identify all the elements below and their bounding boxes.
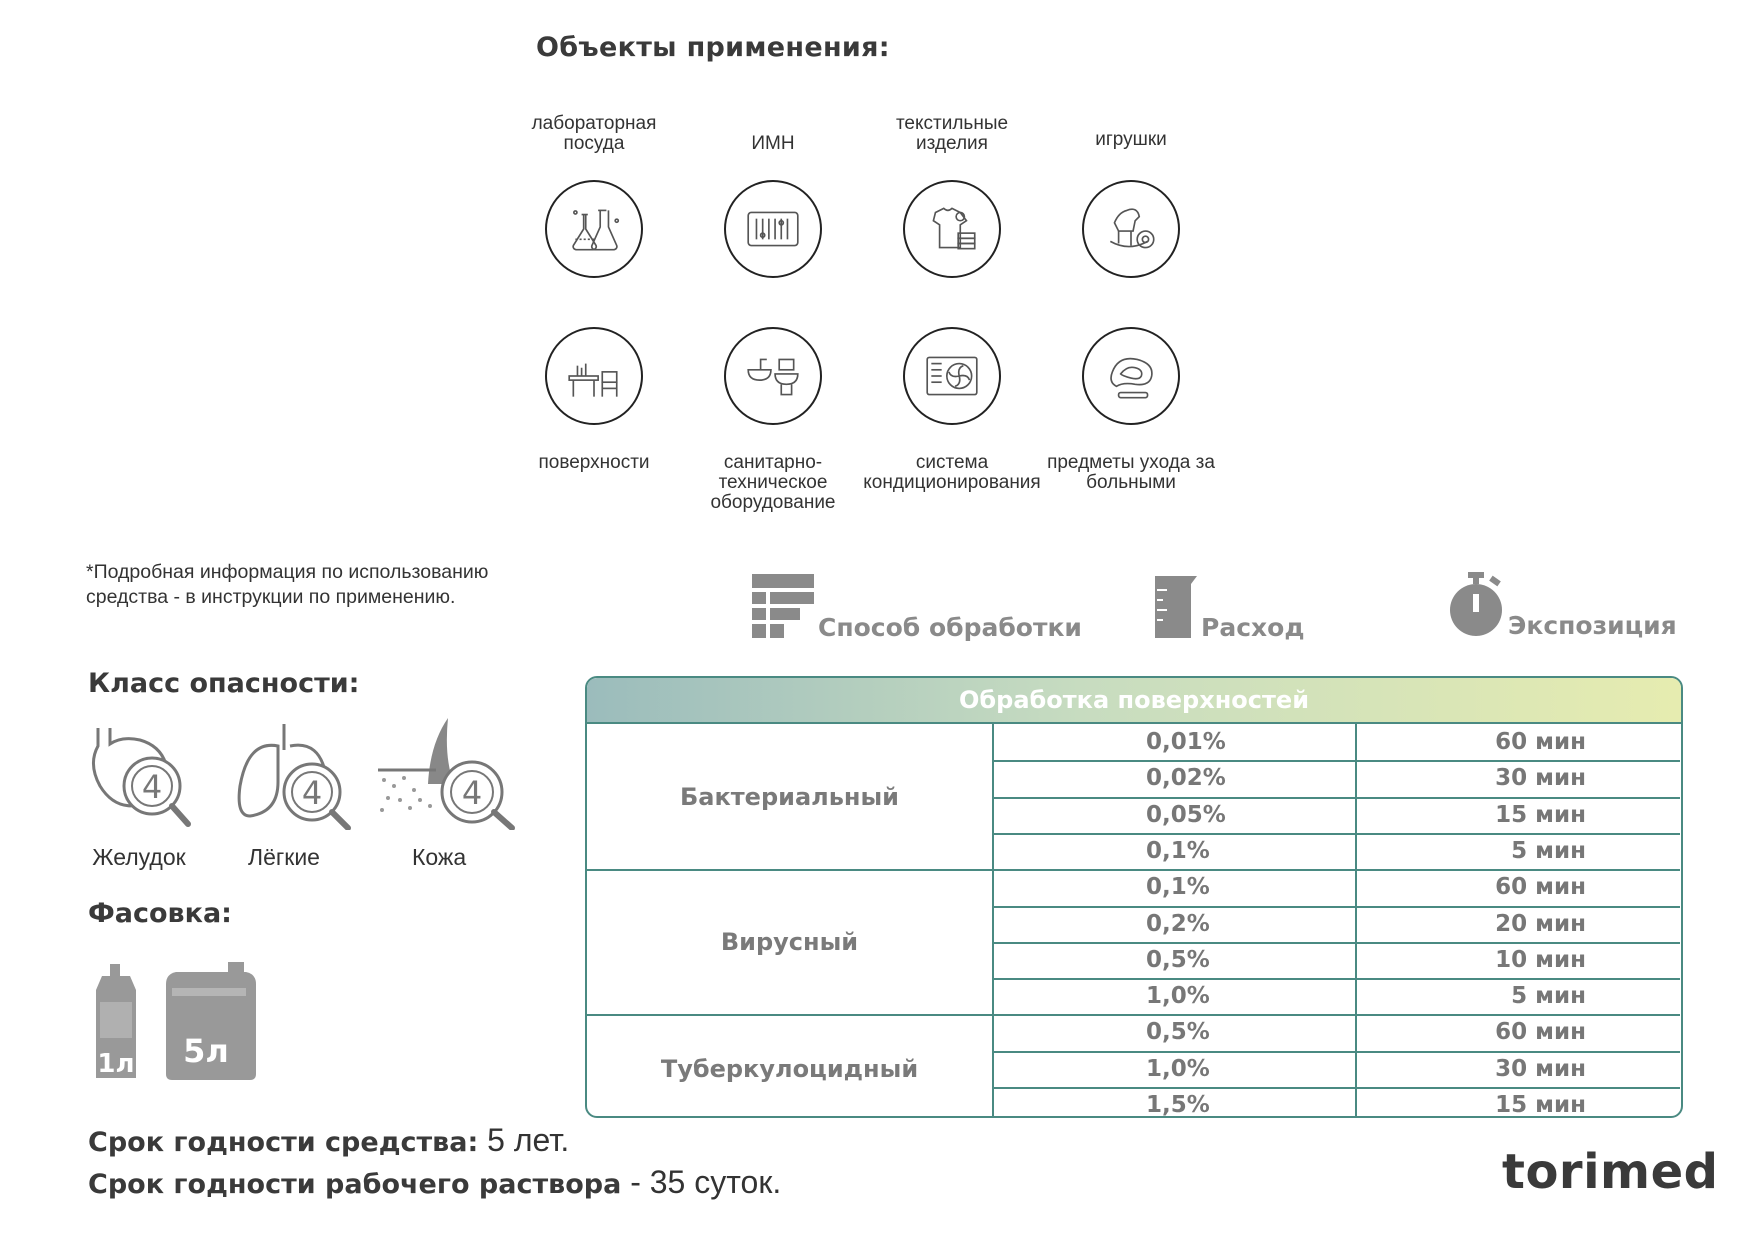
solution-shelf-life-value: - 35 суток.	[621, 1164, 782, 1200]
hazard-label: Кожа	[412, 844, 467, 870]
lungs-class-value: 4	[301, 774, 323, 812]
toys-icon	[1082, 180, 1180, 278]
canister-5l	[160, 960, 258, 1082]
canister-volume: 5л	[183, 1032, 229, 1070]
product-shelf-life-label: Срок годности средства:	[88, 1127, 479, 1158]
group-name-cell: Вирусный	[720, 927, 859, 956]
legend-exposure-label: Экспозиция	[1508, 611, 1677, 640]
object-surfaces	[504, 327, 684, 473]
object-patient-care	[1041, 327, 1221, 493]
legend-method	[750, 572, 1082, 640]
surface-treatment-table	[585, 676, 1683, 1118]
concentration-cell: 1,5%	[1146, 1092, 1210, 1118]
hazard-stomach	[84, 720, 194, 871]
usage-note: *Подробная информация по использованию средства - в инструкции по применению.	[86, 561, 489, 608]
exposure-time-cell: 5 мин	[1511, 983, 1586, 1010]
measuring-cup-icon	[1153, 574, 1199, 640]
bottle-icon	[90, 962, 142, 1082]
canister-icon	[160, 960, 258, 1082]
object-label: предметы ухода за больными	[1047, 452, 1215, 493]
packaging-title: Фасовка:	[88, 898, 232, 929]
exposure-time-cell: 60 мин	[1495, 729, 1586, 755]
concentration-cell: 1,0%	[1146, 983, 1210, 1010]
product-shelf-life	[88, 1122, 569, 1159]
concentration-cell: 0,01%	[1146, 729, 1226, 755]
legend-method-label: Способ обработки	[818, 613, 1082, 642]
table-header: Обработка поверхностей	[587, 678, 1681, 724]
medical-instruments-icon	[724, 180, 822, 278]
object-label: текстильные изделия	[895, 113, 1009, 154]
legend-consumption-label: Расход	[1201, 613, 1305, 642]
object-label: поверхности	[538, 452, 650, 473]
exposure-time-cell: 30 мин	[1495, 1055, 1586, 1082]
object-label: санитарно-техническое оборудование	[710, 452, 836, 513]
object-medical-instruments	[683, 114, 863, 278]
brand-logo: torimed	[1502, 1144, 1719, 1200]
stopwatch-icon	[1446, 570, 1506, 638]
air-conditioning-icon	[903, 327, 1001, 425]
hazard-skin	[376, 714, 522, 871]
exposure-time-cell: 10 мин	[1495, 946, 1586, 973]
object-label: игрушки	[1095, 129, 1167, 150]
group-name-cell: Бактериальный	[679, 782, 899, 811]
bottle-volume: 1л	[97, 1049, 135, 1079]
textile-icon	[903, 180, 1001, 278]
group-name-cell: Туберкулоцидный	[660, 1054, 919, 1083]
hazard-label: Лёгкие	[248, 844, 320, 870]
skin-class-value: 4	[461, 774, 483, 812]
column-divider	[1355, 724, 1357, 1118]
hazard-lungs	[234, 720, 354, 871]
concentration-cell: 0,5%	[1146, 946, 1210, 973]
method-icon	[750, 572, 816, 640]
concentration-cell: 0,1%	[1146, 874, 1210, 901]
solution-shelf-life	[88, 1164, 781, 1201]
legend-consumption	[1153, 574, 1305, 640]
exposure-time-cell: 15 мин	[1495, 801, 1586, 828]
object-toys	[1041, 114, 1221, 278]
solution-shelf-life-label: Срок годности рабочего раствора	[88, 1169, 622, 1200]
bottle-1l	[90, 962, 142, 1082]
exposure-time-cell: 60 мин	[1495, 874, 1586, 901]
object-label: лабораторная посуда	[531, 113, 657, 154]
object-sanitary	[683, 327, 863, 513]
concentration-cell: 0,1%	[1146, 837, 1210, 864]
product-shelf-life-value: 5 лет.	[478, 1122, 570, 1158]
exposure-time-cell: 15 мин	[1495, 1092, 1586, 1118]
object-label: система кондиционирования	[863, 452, 1041, 493]
skin-icon	[376, 714, 522, 830]
object-label: ИМН	[751, 133, 795, 154]
patient-care-icon	[1082, 327, 1180, 425]
concentration-cell: 1,0%	[1146, 1055, 1210, 1082]
object-lab-glassware	[504, 114, 684, 278]
legend-exposure	[1446, 570, 1677, 638]
surfaces-icon	[545, 327, 643, 425]
exposure-time-cell: 5 мин	[1511, 837, 1586, 864]
stomach-class-value: 4	[141, 768, 163, 806]
sanitary-icon	[724, 327, 822, 425]
lab-glassware-icon	[545, 180, 643, 278]
concentration-cell: 0,5%	[1146, 1019, 1210, 1046]
hazard-title: Класс опасности:	[88, 668, 360, 699]
column-divider	[992, 724, 994, 1118]
exposure-time-cell: 20 мин	[1495, 910, 1586, 937]
stomach-icon	[84, 720, 194, 830]
exposure-time-cell: 60 мин	[1495, 1019, 1586, 1046]
lungs-icon	[234, 720, 354, 830]
hazard-label: Желудок	[92, 844, 186, 870]
exposure-time-cell: 30 мин	[1495, 765, 1586, 792]
object-textile	[862, 114, 1042, 278]
concentration-cell: 0,2%	[1146, 910, 1210, 937]
concentration-cell: 0,02%	[1146, 765, 1226, 792]
objects-title: Объекты применения:	[536, 32, 890, 63]
object-air-conditioning	[862, 327, 1042, 493]
concentration-cell: 0,05%	[1146, 801, 1226, 828]
